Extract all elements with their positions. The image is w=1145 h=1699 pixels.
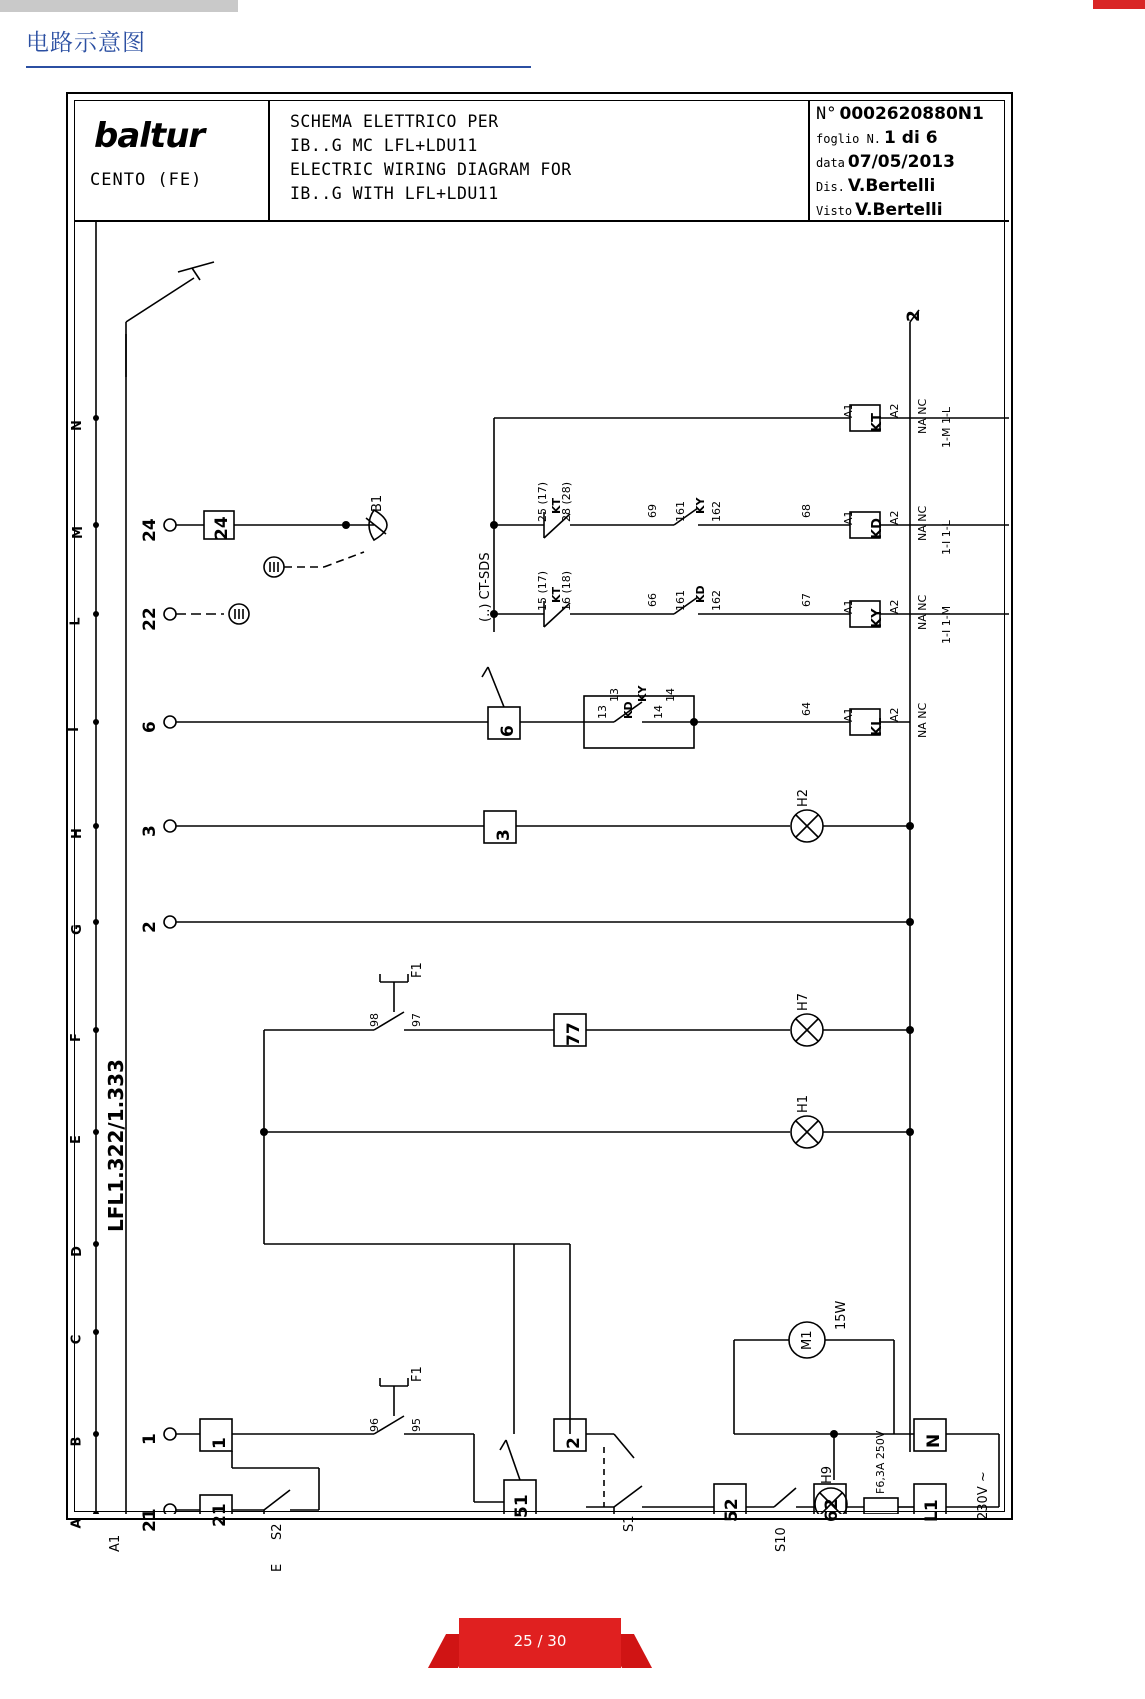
kl-coil-a2: A2: [888, 707, 901, 722]
terminal-6: 6: [140, 721, 160, 733]
kt-contact-nanc: NA NC: [916, 398, 929, 434]
row-letter-A: A: [69, 1518, 85, 1529]
ref-date-label: data: [816, 156, 845, 170]
ky-contact-name: KY: [694, 497, 707, 514]
box-6: 6: [498, 725, 518, 737]
wire-69: 69: [646, 504, 659, 518]
wire-64: 64: [800, 702, 813, 716]
ref-date-row: [816, 152, 1009, 176]
thermal-relay-F1-bottom: F1: [410, 1366, 425, 1382]
page-ribbon: [437, 1618, 642, 1684]
supply-voltage: 230V ~: [976, 1471, 991, 1520]
drawing-reference: [810, 100, 1009, 220]
ref-number-label: N°: [816, 104, 837, 124]
wire-14-b: 14: [664, 688, 677, 702]
wire-95: 95: [410, 1418, 423, 1432]
wire-98: 98: [368, 1013, 381, 1027]
desc-line-4: IB..G WITH LFL+LDU11: [290, 184, 499, 203]
wire-68: 68: [800, 504, 813, 518]
wire-161-kd: 161: [674, 590, 687, 611]
box-77: 77: [564, 1022, 584, 1046]
fuse-rating: F6,3A 250V: [874, 1430, 887, 1494]
page-title: 电路示意图: [26, 30, 146, 56]
wire-161-kt: 161: [674, 501, 687, 522]
ref-checked-label: Visto: [816, 204, 853, 218]
wire-96: 96: [368, 1418, 381, 1432]
controller-ref: A1: [108, 1534, 123, 1552]
kt-contact-name: KT: [550, 497, 563, 514]
box-52: 52: [722, 1498, 742, 1522]
kl-contact-nanc: NA NC: [916, 702, 929, 738]
wire-13-a: 13: [596, 705, 609, 719]
kt-contact-name-2: KT: [550, 586, 563, 603]
page-number: 25 / 30: [513, 1632, 567, 1650]
kd-contact-ref: 1-I 1-L: [940, 520, 953, 555]
row-letter-B: B: [69, 1436, 85, 1447]
ky-contact-nanc: NA NC: [916, 594, 929, 630]
row-letter-N: N: [69, 420, 85, 431]
row-letter-E: E: [68, 1135, 84, 1144]
switch-S10: S10: [774, 1527, 789, 1552]
switch-S2: S2: [270, 1523, 285, 1540]
kd-coil-a1: A1: [842, 510, 855, 525]
box-3: 3: [494, 829, 514, 841]
kl-coil-a1: A1: [842, 707, 855, 722]
box-51: 51: [512, 1494, 532, 1518]
ref-sheet-row: [816, 128, 1009, 152]
wire-15-17: 15 (17): [536, 570, 549, 611]
ref-sheet-value: 1 di 6: [884, 128, 938, 148]
terminal-24: 24: [140, 518, 160, 542]
controller-label: LFL1.322/1.333: [104, 1059, 128, 1232]
box-1: 1: [210, 1437, 230, 1449]
relay-KL: KL: [870, 717, 885, 736]
row-letter-F: F: [68, 1033, 84, 1042]
row-letter-I: I: [66, 727, 82, 732]
ky-contact-ref: 1-I 1-M: [940, 605, 953, 644]
baltur-logo: baltur: [94, 116, 205, 156]
relay-KD: KD: [870, 518, 885, 539]
box-21: 21: [210, 1503, 230, 1527]
row-letter-D: D: [69, 1246, 85, 1257]
ct-sds-note: (..) CT-SDS: [478, 552, 493, 622]
ref-number-value: 0002620880N1: [839, 104, 984, 124]
switch-S1: S1: [622, 1515, 637, 1532]
terminal-3: 3: [140, 825, 160, 837]
wire-13-b: 13: [608, 688, 621, 702]
box-L1: L1: [922, 1499, 942, 1522]
kd-coil-a2: A2: [888, 510, 901, 525]
wire-162-kt: 162: [710, 501, 723, 522]
wire-67: 67: [800, 593, 813, 607]
terminal-1: 1: [140, 1433, 160, 1445]
wire-66: 66: [646, 593, 659, 607]
logo-city: CENTO (FE): [90, 170, 203, 190]
earth-label: E: [270, 1563, 285, 1572]
box-N: N: [924, 1433, 944, 1448]
drawing-description: [270, 100, 810, 220]
lamp-H1: H1: [796, 1094, 811, 1113]
kd-contact-name: KD: [694, 585, 707, 603]
motor-power: 15W: [834, 1300, 849, 1330]
drawing-frame: [66, 92, 1013, 1572]
wire-162-kd: 162: [710, 590, 723, 611]
ky-contact-name-2: KY: [636, 685, 649, 702]
ref-checked-value: V.Bertelli: [855, 200, 943, 220]
lamp-H7: H7: [796, 992, 811, 1011]
row-letter-H: H: [69, 828, 85, 839]
kt-coil-a1: A1: [842, 403, 855, 418]
kt-contact-ref: 1-M 1-L: [940, 406, 953, 448]
title-underline: [26, 66, 531, 68]
kd-contact-name-2: KD: [622, 701, 635, 719]
schematic-canvas: [66, 222, 1009, 1572]
ref-drawn-row: [816, 176, 1009, 200]
logo-cell: [74, 100, 270, 220]
kd-contact-nanc: NA NC: [916, 505, 929, 541]
lamp-H2: H2: [796, 788, 811, 807]
row-letter-L: L: [68, 617, 84, 626]
box-24: 24: [212, 516, 232, 540]
ky-coil-a1: A1: [842, 599, 855, 614]
wire-97: 97: [410, 1013, 423, 1027]
top-gray-bar: [0, 0, 238, 12]
ky-coil-a2: A2: [888, 599, 901, 614]
terminal-22: 22: [140, 607, 160, 631]
ref-drawn-value: V.Bertelli: [847, 176, 936, 196]
ref-checked-row: [816, 200, 1009, 224]
kt-coil-a2: A2: [888, 403, 901, 418]
wire-28-28: 28 (28): [560, 481, 573, 522]
lamp-H9: H9: [820, 1465, 835, 1484]
ref-sheet-label: foglio N.: [816, 132, 882, 146]
box-62: 62: [822, 1498, 842, 1522]
desc-line-3: ELECTRIC WIRING DIAGRAM FOR: [290, 160, 572, 179]
ref-drawn-label: Dis.: [816, 180, 845, 194]
box-2: 2: [564, 1437, 584, 1449]
title-block: [74, 100, 1009, 222]
terminal-21: 21: [140, 1508, 160, 1532]
row-letter-C: C: [69, 1334, 85, 1345]
wire-25-17: 25 (17): [536, 481, 549, 522]
schematic-svg: [74, 222, 1009, 1514]
ref-date-value: 07/05/2013: [847, 152, 955, 172]
ref-number-row: [816, 104, 1009, 128]
relay-KY: KY: [870, 608, 885, 628]
desc-line-1: SCHEMA ELETTRICO PER: [290, 112, 499, 131]
wire-16-18: 16 (18): [560, 570, 573, 611]
top-terminal-2: 2: [904, 310, 924, 322]
motor-M1: M1: [800, 1330, 815, 1350]
relay-KT: KT: [870, 413, 885, 432]
component-B1: B1: [370, 494, 385, 512]
terminal-2: 2: [140, 921, 160, 933]
wire-14-a: 14: [652, 705, 665, 719]
thermal-relay-F1-top: F1: [410, 962, 425, 978]
top-red-bar: [1093, 0, 1145, 9]
row-letter-M: M: [70, 526, 86, 539]
row-letter-G: G: [69, 924, 85, 935]
desc-line-2: IB..G MC LFL+LDU11: [290, 136, 478, 155]
